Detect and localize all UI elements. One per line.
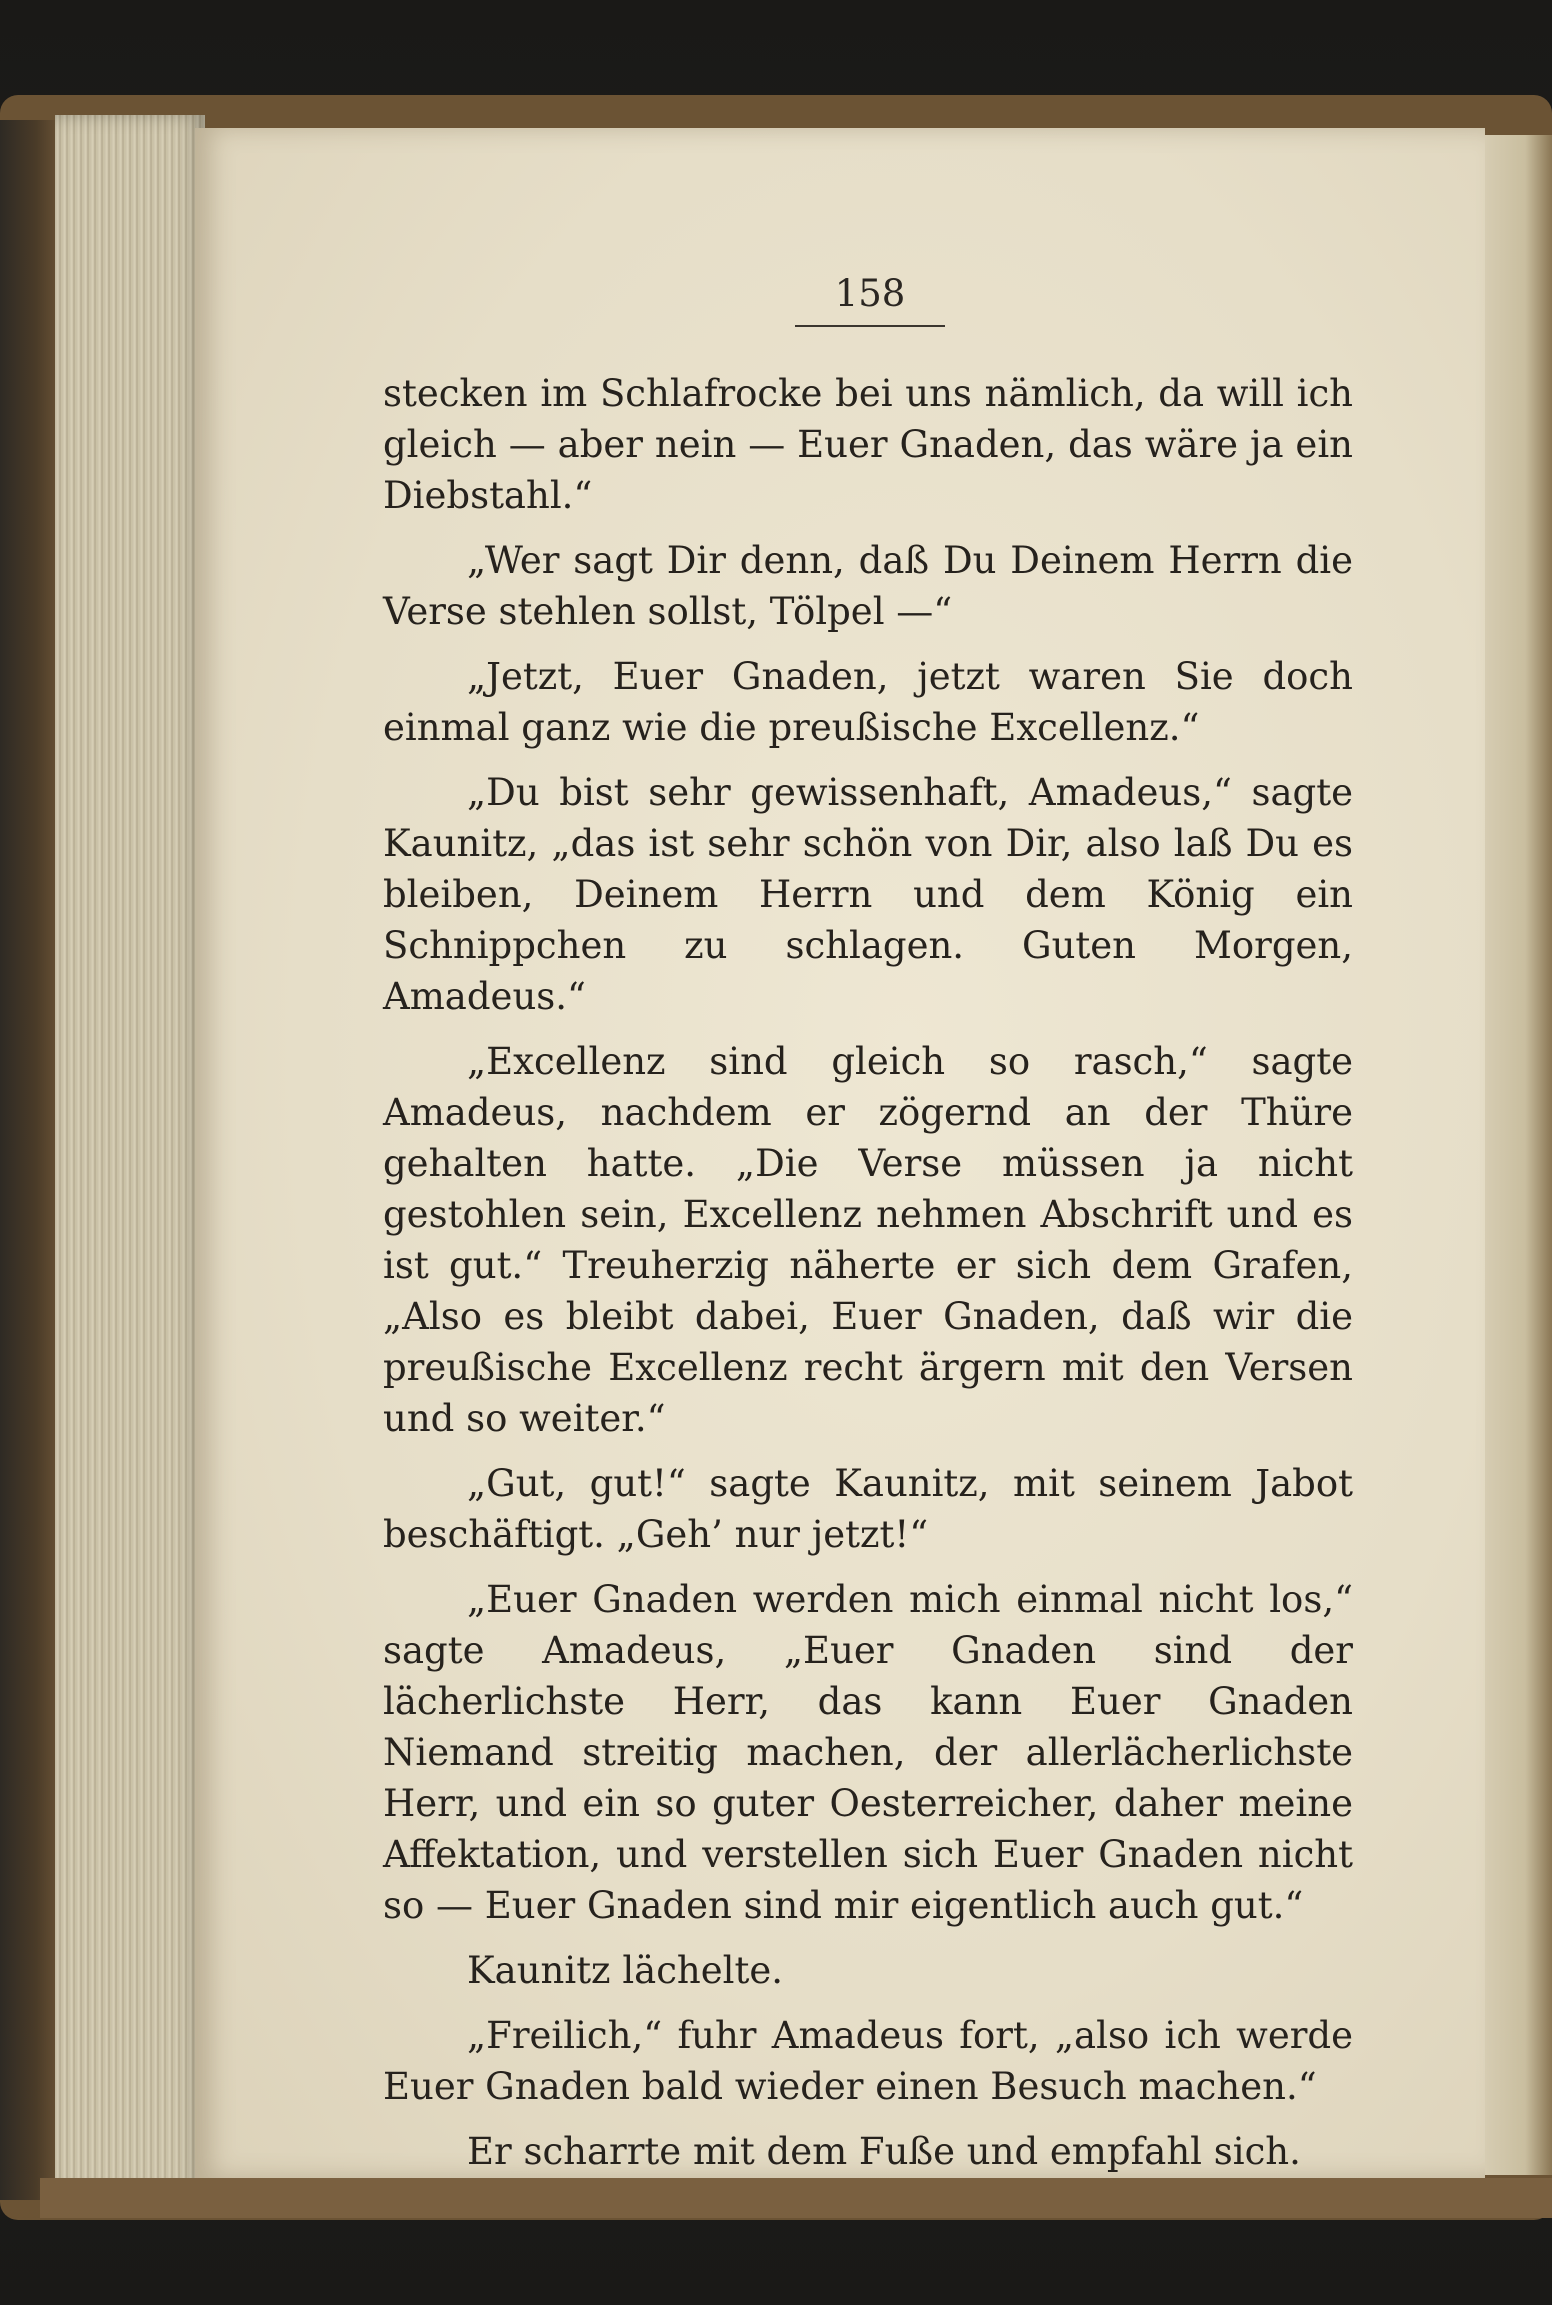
page-stack-edges [55,115,205,2195]
paragraph: „Wer sagt Dir denn, daß Du Deinem Herrn die Verse stehlen sollst, Tölpel —“ [383,539,1353,633]
page-text [383,368,1353,2191]
paragraph: „Excellenz sind gleich so rasch,“ sagte Amadeus, nachdem er zögernd an der Thüre gehalten hatte. „Die Verse müssen ja nicht gestohlen sein, Excellenz nehmen Abschrift und es ist gut.“ Treuherzig näherte er sich dem Grafen, „Also es bleibt dabei, Euer Gnaden, daß wir die preußische Excellenz recht ärgern mit den Versen und so weiter.“ [383,1040,1353,1440]
paragraph: „Du bist sehr gewissenhaft, Amadeus,“ sagte Kaunitz, „das ist sehr schön von Dir, also laß Du es bleiben, Deinem Herrn und dem König ein Schnippchen zu schlagen. Guten Morgen, Amadeus.“ [383,771,1353,1018]
facing-page-edge [1485,135,1552,2175]
page-number-rule [795,325,945,327]
paragraph: stecken im Schlafrocke bei uns nämlich, da will ich gleich — aber nein — Euer Gnaden, das wäre ja ein Diebstahl.“ [383,372,1353,517]
paragraph: „Freilich,“ fuhr Amadeus fort, „also ich werde Euer Gnaden bald wieder einen Besuch machen.“ [383,2014,1353,2108]
page-number: 158 [834,272,906,315]
paragraph: „Euer Gnaden werden mich einmal nicht los,“ sagte Amadeus, „Euer Gnaden sind der lächerlichste Herr, das kann Euer Gnaden Niemand streitig machen, der allerlächerlichste Herr, und ein so guter Oesterreicher, daher meine Affektation, und verstellen sich Euer Gnaden nicht so — Euer Gnaden sind mir eigentlich auch gut.“ [383,1578,1353,1927]
paragraph: „Gut, gut!“ sagte Kaunitz, mit seinem Jabot beschäftigt. „Geh’ nur jetzt!“ [383,1462,1353,1556]
paragraph: „Jetzt, Euer Gnaden, jetzt waren Sie doch einmal ganz wie die preußische Excellenz.“ [383,655,1353,749]
paragraph: Kaunitz lächelte. [467,1949,784,1992]
paragraph: Er scharrte mit dem Fuße und empfahl sich. [467,2130,1301,2173]
